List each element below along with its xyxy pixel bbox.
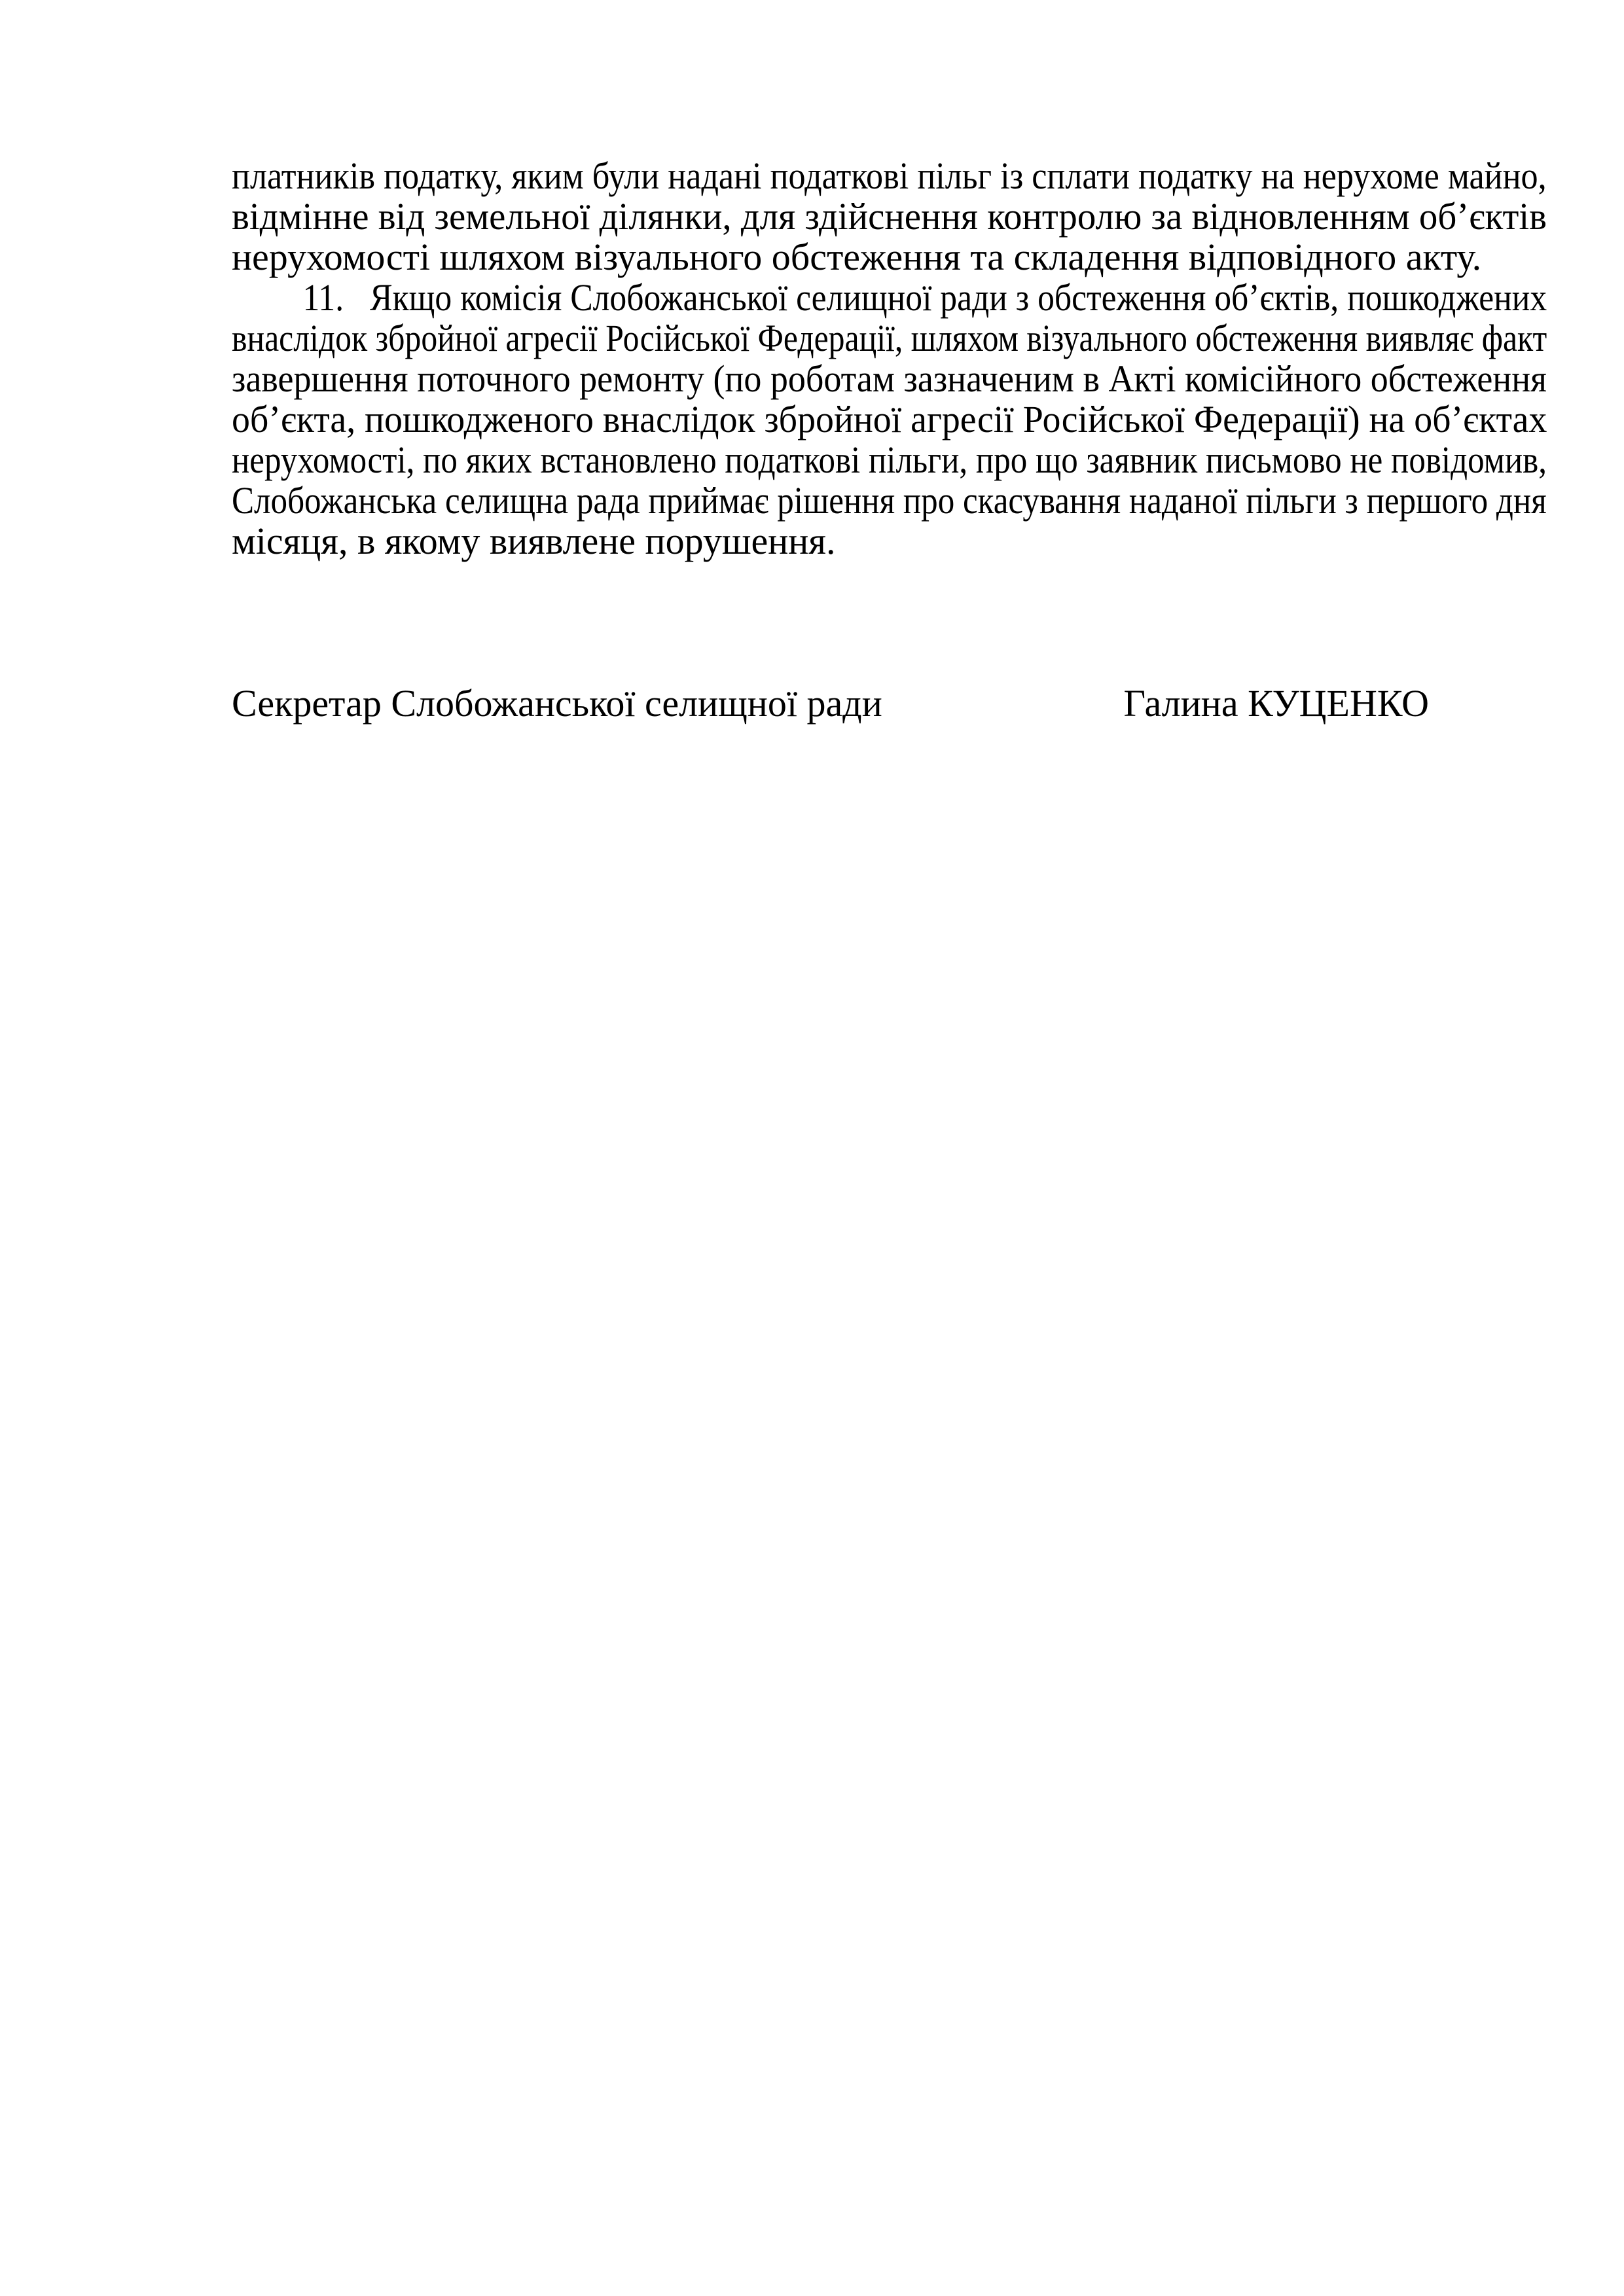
signature-name: Галина КУЦЕНКО	[1123, 682, 1429, 725]
paragraph	[232, 278, 1547, 562]
text-line: внаслідок збройної агресії Російської Федерації, шляхом візуального обстеження виявляє факт	[232, 317, 1547, 359]
signature-row	[232, 683, 1547, 724]
text-line: 11. Якщо комісія Слобожанської селищної ради з обстеження об’єктів, пошкоджених	[302, 276, 1547, 319]
text-line: Слобожанська селищна рада приймає рішення про скасування наданої пільги з першого дня	[232, 479, 1547, 522]
paragraph-number: 11.	[302, 276, 344, 319]
signature-title: Секретар Слобожанської селищної ради	[232, 682, 882, 725]
text-line: відмінне від земельної ділянки, для здійснення контролю за відновленням об’єктів	[232, 195, 1547, 238]
text-line: місяця, в якому виявлене порушення.	[232, 520, 836, 562]
text-line: нерухомості, по яких встановлено податкові пільги, про що заявник письмово не повідомив,	[232, 439, 1547, 481]
text-line: завершення поточного ремонту (по роботам зазначеним в Акті комісійного обстеження	[232, 357, 1547, 400]
paragraph	[232, 156, 1547, 278]
text-line: платників податку, яким були надані податкові пільг із сплати податку на нерухоме майно,	[232, 154, 1547, 197]
document-body	[232, 156, 1547, 562]
text-line: нерухомості шляхом візуального обстеження та складення відповідного акту.	[232, 236, 1482, 278]
text-line: об’єкта, пошкодженого внаслідок збройної агресії Російської Федерації) на об’єктах	[232, 398, 1547, 440]
